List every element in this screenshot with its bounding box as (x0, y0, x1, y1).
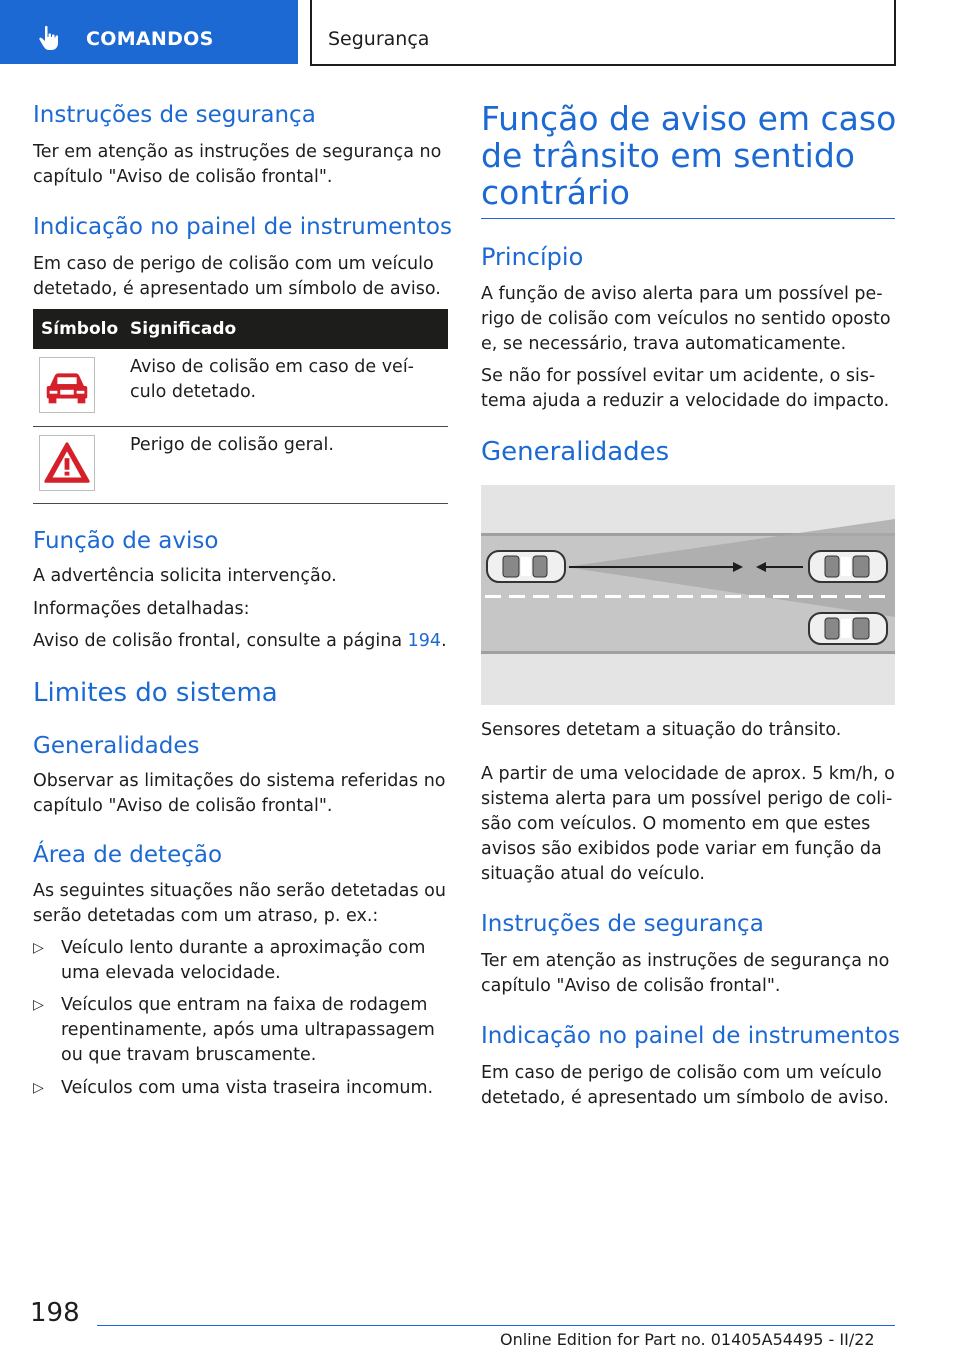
speed-paragraph: A partir de uma velocidade de aprox. 5 km/h, o sistema alerta para um possível perigo de coli-são com veículos. O momento em que estes avisos são exibidos pode variar em função da situação atual do veículo. (481, 764, 895, 884)
heading-safety-instructions-right: Instruções de segurança (481, 911, 764, 937)
section-title: Segurança (328, 28, 430, 50)
car-oncoming-icon (809, 551, 887, 582)
hand-pointer-icon (36, 24, 64, 52)
display-paragraph: Em caso de perigo de colisão com um veículo detetado, é apresentado um símbolo de aviso. (33, 254, 441, 299)
car-other-lane-icon (809, 613, 887, 644)
warning-paragraph-2: Informações detalhadas: (33, 599, 250, 619)
col-symbol: Símbolo (41, 319, 119, 339)
heading-principle: Princípio (481, 243, 584, 271)
principle-paragraph-2: Se não for possível evitar um acidente, o sis-tema ajuda a reduzir a velocidade do impacto. (481, 366, 890, 411)
car-warning-icon (39, 357, 95, 413)
traffic-illustration (481, 485, 895, 705)
detection-paragraph: As seguintes situações não serão detetadas ou serão detetadas com um atraso, p. ex.: (33, 881, 446, 926)
heading-detection-area: Área de deteção (33, 842, 223, 868)
display-paragraph-right: Em caso de perigo de colisão com um veículo detetado, é apresentado um símbolo de aviso. (481, 1063, 889, 1108)
heading-instrument-display-right: Indicação no painel de instrumentos (481, 1023, 900, 1049)
heading-system-limits: Limites do sistema (33, 678, 278, 708)
triangle-bullet-icon: ▷ (33, 940, 44, 956)
car-own-icon (487, 551, 565, 582)
table-row (33, 349, 448, 427)
table-row (33, 427, 448, 504)
col-meaning: Significado (130, 319, 237, 339)
sensors-paragraph: Sensores detetam a situação do trânsito. (481, 720, 842, 740)
principle-paragraph-1: A função de aviso alerta para um possível pe-rigo de colisão com veículos no sentido oposto e, se necessário, trava automaticamente. (481, 284, 891, 354)
general-paragraph: Observar as limitações do sistema referidas no capítulo "Aviso de colisão frontal". (33, 771, 446, 816)
warning-paragraph-1: A advertência solicita intervenção. (33, 566, 337, 586)
row-meaning: Perigo de colisão geral. (130, 435, 334, 455)
page-number: 198 (30, 1298, 80, 1328)
safety-paragraph-right: Ter em atenção as instruções de segurança no capítulo "Aviso de colisão frontal". (481, 951, 890, 996)
title-divider (481, 218, 895, 219)
symbol-table-header (33, 309, 448, 349)
section-header (310, 0, 896, 66)
heading-general-left: Generalidades (33, 733, 200, 759)
page-link-194[interactable]: 194 (407, 631, 442, 651)
safety-paragraph: Ter em atenção as instruções de segurança no capítulo "Aviso de colisão frontal". (33, 142, 442, 187)
warning-paragraph-3: Aviso de colisão frontal, consulte a página 194. (33, 631, 447, 651)
footer-divider (97, 1325, 895, 1326)
chapter-tab[interactable] (0, 0, 298, 64)
warning-triangle-icon (39, 435, 95, 491)
chapter-title: Função de aviso em caso de trânsito em sentido contrário (481, 99, 897, 212)
heading-safety-instructions: Instruções de segurança (33, 102, 316, 128)
heading-warning-function: Função de aviso (33, 528, 219, 554)
triangle-bullet-icon: ▷ (33, 997, 44, 1013)
edition-text: Online Edition for Part no. 01405A54495 - II/22 (500, 1330, 875, 1349)
heading-general-right: Generalidades (481, 437, 670, 467)
triangle-bullet-icon: ▷ (33, 1080, 44, 1096)
chapter-label: COMANDOS (86, 28, 214, 50)
heading-instrument-display: Indicação no painel de instrumentos (33, 214, 452, 240)
row-meaning: Aviso de colisão em caso de veí-culo detetado. (130, 357, 414, 402)
